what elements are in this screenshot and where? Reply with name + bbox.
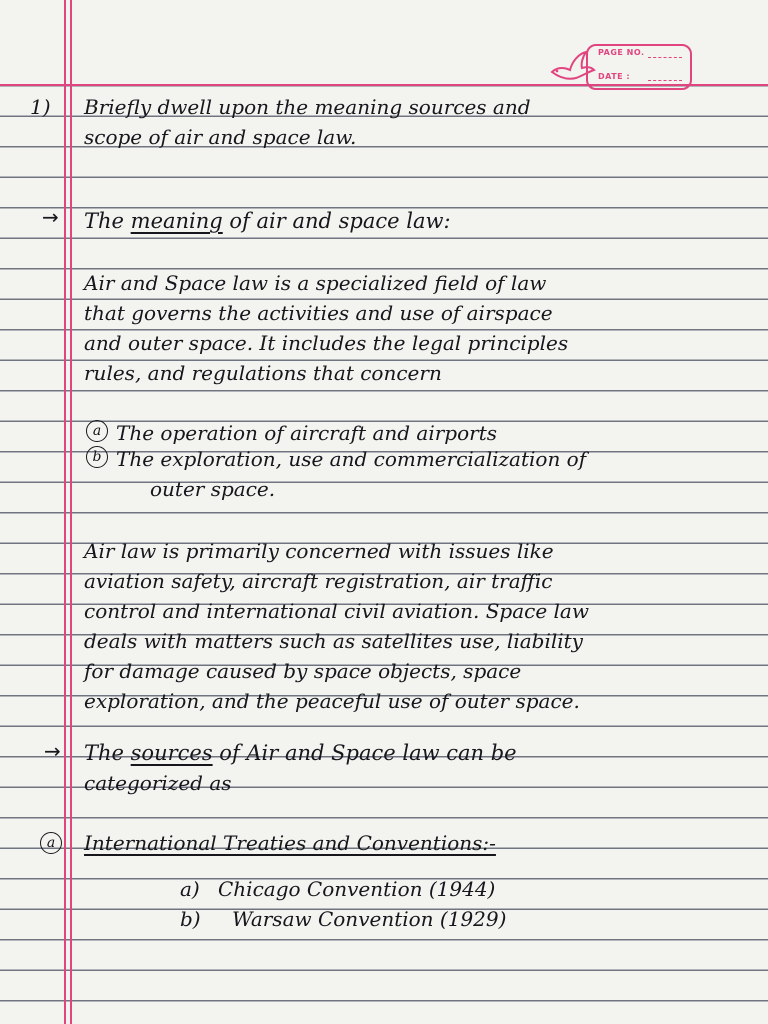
- meaning-paragraph-line: Air and Space law is a specialized field of law: [84, 271, 547, 295]
- margin-line: [70, 0, 72, 1024]
- meaning-heading-suffix: of air and space law:: [229, 209, 451, 233]
- meaning-paragraph-line: that governs the activities and use of airspace: [84, 301, 553, 325]
- question-number: 1): [30, 95, 51, 119]
- treaty-item: Chicago Convention (1944): [218, 877, 496, 901]
- sources-heading-line-2: categorized as: [84, 771, 232, 795]
- item-line: The exploration, use and commercialization of: [116, 447, 587, 471]
- date-label: DATE :: [598, 72, 631, 81]
- item-line: outer space.: [150, 477, 276, 501]
- arrow-icon: →: [42, 205, 59, 229]
- date-line: [648, 80, 682, 81]
- treaties-marker: a: [40, 832, 62, 854]
- item-marker: b: [86, 446, 108, 468]
- meaning-heading-keyword: meaning: [130, 209, 223, 233]
- meaning-paragraph-line: rules, and regulations that concern: [84, 361, 442, 385]
- arrow-icon: →: [44, 739, 61, 763]
- treaty-marker: a): [180, 877, 200, 901]
- air-law-paragraph-line: deals with matters such as satellites use, liability: [84, 629, 583, 653]
- page-no-label: PAGE NO.: [598, 48, 645, 57]
- meaning-heading: [84, 206, 744, 236]
- sources-heading-keyword: sources: [130, 741, 213, 765]
- item-marker: a: [86, 420, 108, 442]
- page-no-line: [648, 57, 682, 58]
- sources-heading: [84, 738, 744, 768]
- question-line-2: scope of air and space law.: [84, 125, 357, 149]
- air-law-paragraph-line: control and international civil aviation. Space law: [84, 599, 589, 623]
- margin-line: [64, 0, 66, 1024]
- sources-heading-prefix: The: [84, 741, 124, 765]
- meaning-heading-prefix: The: [84, 209, 124, 233]
- treaty-marker: b): [180, 907, 201, 931]
- meaning-paragraph-line: and outer space. It includes the legal principles: [84, 331, 569, 355]
- treaty-item: Warsaw Convention (1929): [232, 907, 507, 931]
- page-date-stamp: [548, 44, 690, 90]
- air-law-paragraph-line: for damage caused by space objects, space: [84, 659, 522, 683]
- item-line: The operation of aircraft and airports: [116, 421, 498, 445]
- sources-heading-suffix: of Air and Space law can be: [219, 741, 517, 765]
- treaties-heading: International Treaties and Conventions:-: [84, 831, 496, 855]
- air-law-paragraph-line: exploration, and the peaceful use of outer space.: [84, 689, 580, 713]
- air-law-paragraph-line: aviation safety, aircraft registration, air traffic: [84, 569, 553, 593]
- question-line-1: Briefly dwell upon the meaning sources and: [84, 95, 531, 119]
- air-law-paragraph-line: Air law is primarily concerned with issues like: [84, 539, 554, 563]
